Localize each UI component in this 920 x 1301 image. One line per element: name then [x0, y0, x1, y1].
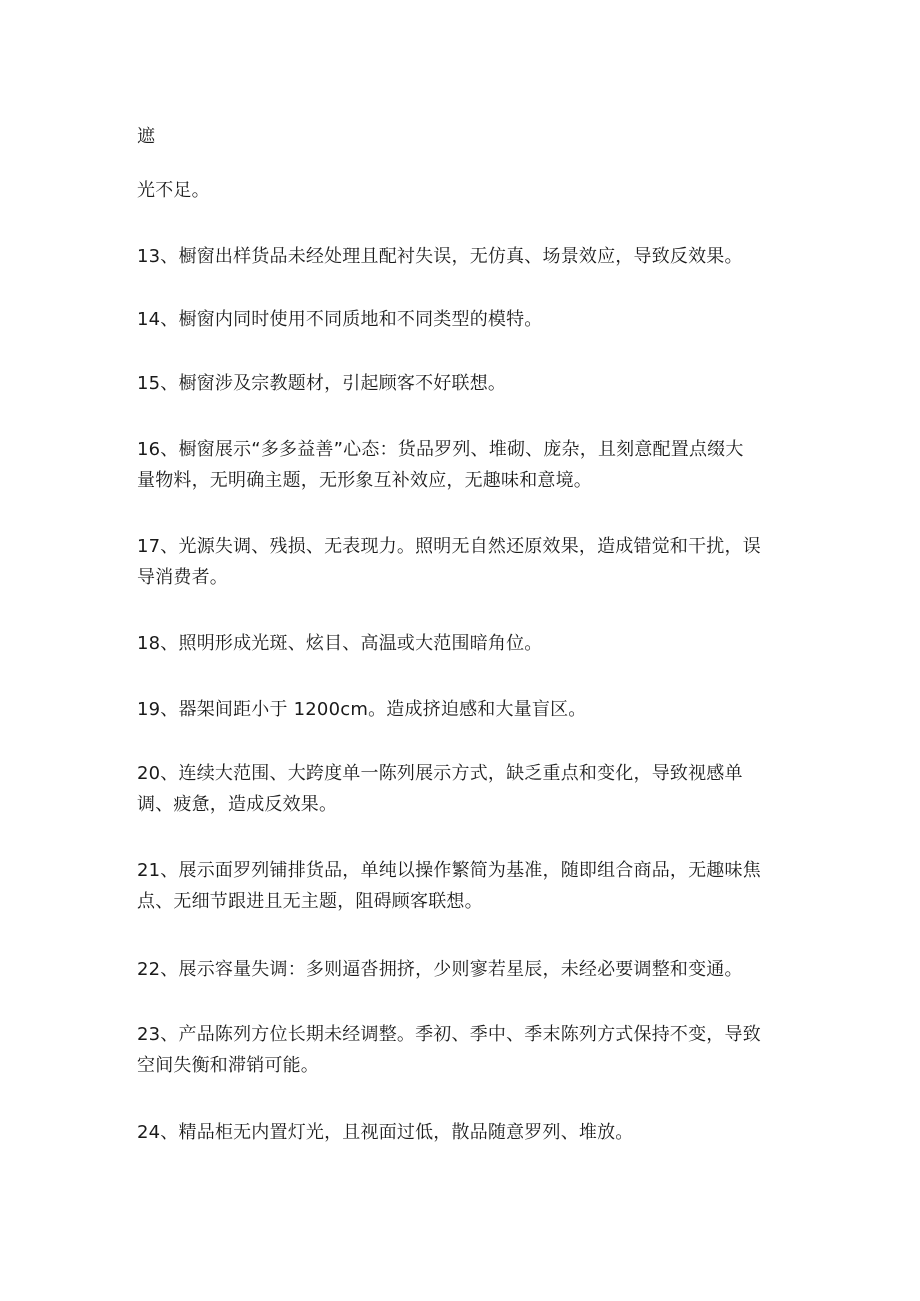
- item-20-line-1: 20、连续大范围、大跨度单一陈列展示方式，缺乏重点和变化，导致视感单: [137, 763, 743, 784]
- item-13-line-1: 13、橱窗出样货品未经处理且配衬失误，无仿真、场景效应，导致反效果。: [137, 246, 743, 267]
- item-17-line-1: 17、光源失调、残损、无表现力。照明无自然还原效果，造成错觉和干扰，误: [137, 536, 761, 557]
- list-item-21: [137, 855, 777, 917]
- item-20-line-2: 调、疲惫，造成反效果。: [137, 794, 338, 815]
- item-16-line-1: 16、橱窗展示“多多益善”心态：货品罗列、堆砌、庞杂，且刻意配置点缀大: [137, 439, 744, 460]
- list-item-20: [137, 758, 777, 820]
- fragment-char: 遮: [137, 126, 156, 147]
- list-item-23: [137, 1019, 777, 1081]
- list-item-22: [137, 954, 777, 985]
- item-23-line-1: 23、产品陈列方位长期未经调整。季初、季中、季末陈列方式保持不变，导致: [137, 1024, 761, 1045]
- item-16-line-2: 量物料，无明确主题，无形象互补效应，无趣味和意境。: [137, 470, 592, 491]
- item-24-line-1: 24、精品柜无内置灯光，且视面过低，散品随意罗列、堆放。: [137, 1122, 634, 1143]
- item-19-line-1: 19、器架间距小于 1200cm。造成挤迫感和大量盲区。: [137, 699, 587, 720]
- list-item-18: [137, 628, 777, 659]
- item-18-line-1: 18、照明形成光斑、炫目、高温或大范围暗角位。: [137, 633, 543, 654]
- list-item-17: [137, 531, 777, 593]
- item-22-line-1: 22、展示容量失调：多则逼沓拥挤，少则寥若星辰，未经必要调整和变通。: [137, 959, 743, 980]
- item-23-line-2: 空间失衡和滞销可能。: [137, 1055, 319, 1076]
- fragment-tail: 光不足。: [137, 180, 210, 201]
- list-item-24: [137, 1117, 777, 1148]
- list-item-15: [137, 368, 777, 399]
- item-21-line-1: 21、展示面罗列铺排货品，单纯以操作繁简为基准，随即组合商品，无趣味焦: [137, 860, 761, 881]
- item-21-line-2: 点、无细节跟进且无主题，阻碍顾客联想。: [137, 891, 483, 912]
- list-item-14: [137, 304, 777, 335]
- item-15-line-1: 15、橱窗涉及宗教题材，引起顾客不好联想。: [137, 373, 507, 394]
- item-17-line-2: 导消费者。: [137, 567, 228, 588]
- list-item-13: [137, 241, 777, 272]
- list-item-19: [137, 694, 777, 725]
- item-14-line-1: 14、橱窗内同时使用不同质地和不同类型的模特。: [137, 309, 543, 330]
- list-item-16: [137, 434, 777, 496]
